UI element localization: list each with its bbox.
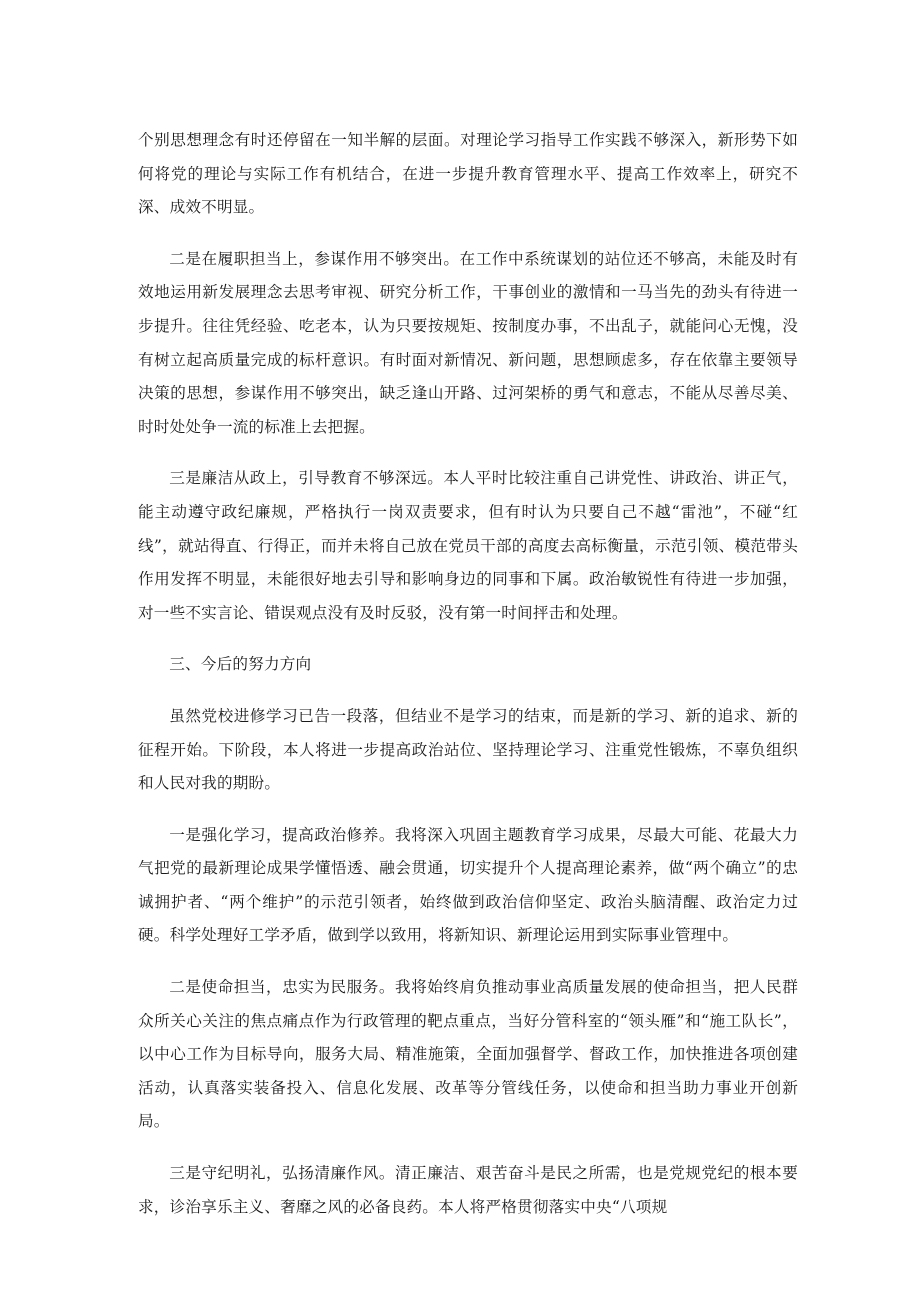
paragraph-direction-3: 三是守纪明礼，弘扬清廉作风。清正廉洁、艰苦奋斗是民之所需，也是党规党纪的根本要求，诊治享乐主义、奢靡之风的必备良药。本人将严格贯彻落实中央“八项规 bbox=[138, 1164, 798, 1216]
paragraph-continuation: 个别思想理念有时还停留在一知半解的层面。对理论学习指导工作实践不够深入，新形势下如何将党的理论与实际工作有机结合，在进一步提升教育管理水平、提高工作效率上，研究不深、成效不明显。 bbox=[138, 131, 798, 217]
paragraph-section-intro: 虽然党校进修学习已告一段落，但结业不是学习的结束，而是新的学习、新的追求、新的征程开始。下阶段，本人将进一步提高政治站位、坚持理论学习、注重党性锻炼，不辜负组织和人民对我的期盼。 bbox=[138, 706, 798, 793]
paragraph-point-2: 二是在履职担当上，参谋作用不够突出。在工作中系统谋划的站位还不够高，未能及时有效地运用新发展理念去思考审视、研究分析工作，干事创业的激情和一马当先的劲头有待进一步提升。往往凭经验、吃老本，认为只要按规矩、按制度办事，不出乱子，就能问心无愧，没有树立起高质量完成的标杆意识。有时面对新情况、新问题，思想顾虑多，存在依靠主要领导决策的思想，参谋作用不够突出，缺乏逢山开路、过河架桥的勇气和意志，不能从尽善尽美、时时处处争一流的标准上去把握。 bbox=[138, 249, 798, 436]
document-body bbox=[138, 124, 798, 1224]
section-heading: 三、今后的努力方向 bbox=[169, 655, 312, 674]
paragraph-direction-1: 一是强化学习，提高政治修养。我将深入巩固主题教育学习成果，尽最大可能、花最大力气把党的最新理论成果学懂悟透、融会贯通，切实提升个人提高理论素养，做“两个确立”的忠诚拥护者、“两个维护”的示范引领者，始终做到政治信仰坚定、政治头脑清醒、政治定力过硬。科学处理好工学矛盾，做到学以致用，将新知识、新理论运用到实际事业管理中。 bbox=[138, 825, 798, 945]
paragraph-point-3: 三是廉洁从政上，引导教育不够深远。本人平时比较注重自己讲党性、讲政治、讲正气，能主动遵守政纪廉规，严格执行一岗双责要求，但有时认为只要自己不越“雷池”，不碰“红线”，就站得直、行得正，而并未将自己放在党员干部的高度去高标衡量，示范引领、模范带头作用发挥不明显，未能很好地去引导和影响身边的同事和下属。政治敏锐性有待进一步加强，对一些不实言论、错误观点没有及时反驳，没有第一时间抨击和处理。 bbox=[138, 469, 798, 622]
paragraph-direction-2: 二是使命担当，忠实为民服务。我将始终肩负推动事业高质量发展的使命担当，把人民群众所关心关注的焦点痛点作为行政管理的靶点重点，当好分管科室的“领头雁”和“施工队长”，以中心工作为目标导向，服务大局、精准施策，全面加强督学、督政工作，加快推进各项创建活动，认真落实装备投入、信息化发展、改革等分管线任务，以使命和担当助力事业开创新局。 bbox=[138, 978, 798, 1131]
